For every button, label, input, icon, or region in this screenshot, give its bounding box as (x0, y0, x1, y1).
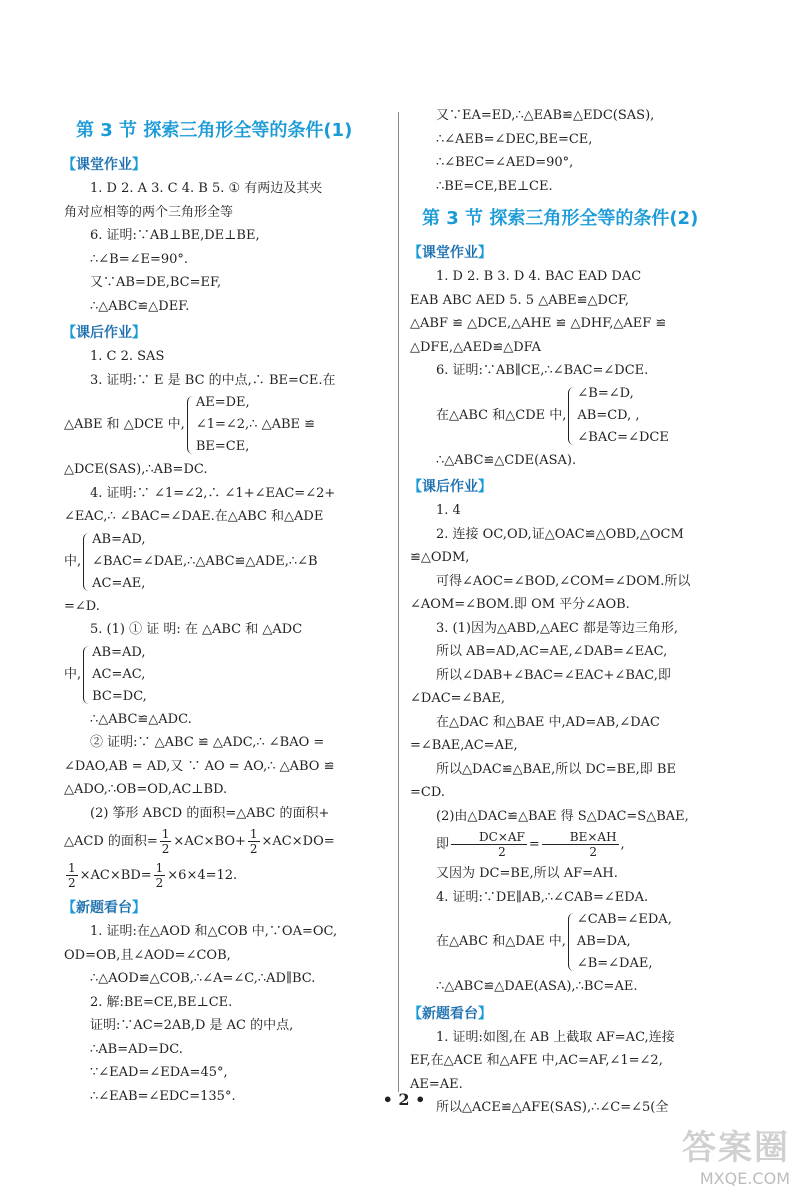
text-line: 1. 4 (436, 503, 461, 518)
text-line: 4. 证明:∵DE∥AB,∴∠CAB=∠EDA. (436, 889, 649, 905)
formula-line: $\frac{1}{2}$ ×AC×BD= $\frac{1}{2}$ ×6×4=12. (68, 861, 238, 890)
heading-classwork: 【课堂作业】 (62, 157, 146, 173)
text-line: 6. 证明:∵AB∥CE,∴∠BAC=∠DCE. (436, 363, 649, 378)
text-line: EAB ABC AED 5. 5 △ABE≌△DCF, (410, 292, 630, 308)
text-line: ∴∠BEC=∠AED=90°, (436, 155, 574, 170)
brace-system: △ABE 和 △DCE 中, AE=DE, ∠1=∠2,∴ △ABE ≌ BE=CE, (64, 395, 316, 454)
brace-icon (187, 396, 193, 454)
text-line: (2) 筝形 ABCD 的面积=△ABC 的面积+ (90, 805, 330, 821)
heading-homework: 【课后作业】 (62, 325, 146, 341)
text-line: ∴∠AEB=∠DEC,BE=CE, (436, 131, 593, 147)
text-line: 6. 证明:∵AB⊥BE,DE⊥BE, (90, 228, 260, 243)
text-line: 在△DAC 和△BAE 中,AD=AB,∠DAC (436, 714, 661, 730)
text-line: 所以△DAC≌△BAE,所以 DC=BE,即 BE (436, 761, 676, 777)
text-line: 所以∠DAB+∠BAC=∠EAC+∠BAC,即 (436, 667, 671, 683)
text-line: ∴∠EAB=∠EDC=135°. (90, 1088, 236, 1104)
section-title-1: 第 3 节 探索三角形全等的条件(1) (76, 120, 353, 141)
text-line: AE=AE. (410, 1076, 463, 1092)
fraction: $\frac{1}{2}$ (161, 827, 170, 856)
text-line: =∠BAE,AC=AE, (410, 738, 518, 753)
watermark (682, 1120, 790, 1188)
text-line: ∴∠B=∠E=90°. (90, 251, 189, 267)
text-line: OD=OB,且∠AOD=∠COB, (64, 947, 231, 963)
text-line: ∠DAO,AB = AD,又 ∵ AO = AO,∴ △ABO ≌ (64, 758, 335, 774)
heading-classwork: 【课堂作业】 (408, 245, 492, 261)
page-number: • 2 • (382, 1090, 426, 1109)
fraction: $\frac{1}{2}$ (249, 827, 258, 856)
text-line: ∴△AOD≌△COB,∴∠A=∠C,∴AD∥BC. (90, 971, 316, 986)
text-line: 角对应相等的两个三角形全等 (64, 204, 234, 220)
watermark-logo: 答案圈 (682, 1128, 790, 1168)
text-line: =CD. (410, 785, 445, 800)
text-line: ∠DAC=∠BAE, (410, 691, 505, 706)
left-column (64, 110, 390, 1108)
fraction: $\frac{1}{2}$ (68, 861, 76, 890)
text-line: 又因为 DC=BE,所以 AF=AH. (436, 866, 618, 881)
heading-new-problems: 【新题看台】 (408, 1005, 492, 1022)
text-line: 可得∠AOC=∠BOD,∠COM=∠DOM.所以 (436, 573, 691, 589)
text-line: 所以 AB=AD,AC=AE,∠DAB=∠EAC, (436, 644, 668, 659)
text-line: =∠D. (64, 598, 100, 614)
fraction: $\frac{1}{2}$ (155, 861, 164, 890)
right-column (410, 104, 740, 1120)
formula-line: 即 $\frac{DC\times AF}{2}$ = $\frac{BE\times AH}{2}$ , (436, 830, 625, 859)
fraction: $\frac{BE\times AH}{2}$ (542, 830, 619, 859)
text-line: 5. (1) ① 证 明: 在 △ABC 和 △ADC (90, 622, 303, 637)
text-line: 1. 证明:如图,在 AB 上截取 AF=AC,连接 (436, 1029, 675, 1045)
brace-icon (568, 387, 574, 445)
section-title-2: 第 3 节 探索三角形全等的条件(2) (422, 208, 699, 229)
text-line: △DFE,△AED≌△DFA (410, 339, 541, 355)
formula-line: △ACD 的面积= $\frac{1}{2}$ ×AC×BO+ $\frac{1}{2}$ ×AC×DO= (64, 827, 335, 856)
text-line: ∠EAC,∴ ∠BAC=∠DAE.在△ABC 和△ADE (64, 509, 324, 524)
text-line: ∴△ABC≌△DEF. (90, 298, 190, 314)
brace-system: 在△ABC 和△CDE 中, ∠B=∠D, AB=CD, , ∠BAC=∠DCE (436, 385, 669, 445)
text-line: 3. 证明:∵ E 是 BC 的中点,∴ BE=CE.在 (90, 372, 336, 388)
text-line: △DCE(SAS),∴AB=DC. (64, 462, 208, 477)
heading-new-problems: 【新题看台】 (62, 900, 146, 916)
fraction: $\frac{DC\times AF}{2}$ (451, 830, 527, 859)
text-line: 1. C 2. SAS (90, 349, 165, 364)
text-line: ≌△ODM, (410, 550, 470, 565)
brace-icon (83, 533, 89, 591)
text-line: 又∵EA=ED,∴△EAB≌△EDC(SAS), (436, 108, 655, 123)
brace-system: 中, AB=AD, ∠BAC=∠DAE,∴△ABC≌△ADE,∴∠B AC=AE, (64, 531, 318, 591)
text-line: 1. 证明:在△AOD 和△COB 中,∵OA=OC, (90, 924, 338, 939)
text-line: 4. 证明:∵ ∠1=∠2,∴ ∠1+∠EAC=∠2+ (90, 485, 336, 501)
heading-homework: 【课后作业】 (408, 479, 492, 495)
column-divider (398, 112, 399, 1092)
text-line: EF,在△ACE 和△AFE 中,AC=AF,∠1=∠2, (410, 1053, 663, 1068)
brace-system: 在△ABC 和△DAE 中, ∠CAB=∠EDA, AB=DA, ∠B=∠DAE, (436, 912, 672, 971)
text-line: 2. 解:BE=CE,BE⊥CE. (90, 994, 233, 1010)
brace-icon (568, 913, 574, 971)
text-line: ∴BE=CE,BE⊥CE. (436, 178, 553, 194)
text-line: 所以△ACE≌△AFE(SAS),∴∠C=∠5(全 (436, 1100, 669, 1115)
brace-icon (83, 646, 89, 704)
text-line: 1. D 2. B 3. D 4. BAC EAD DAC (436, 269, 642, 284)
text-line: ② 证明:∵ △ABC ≌ △ADC,∴ ∠BAO = (90, 735, 325, 750)
text-line: ∴AB=AD=DC. (90, 1041, 183, 1057)
text-line: 3. (1)因为△ABD,△AEC 都是等边三角形, (436, 620, 679, 636)
text-line: (2)由△DAC≌△BAE 得 S△DAC=S△BAE, (436, 808, 689, 824)
text-line: ∴△ABC≌△CDE(ASA). (436, 452, 577, 468)
text-line: 1. D 2. A 3. C 4. B 5. ① 有两边及其夹 (90, 181, 323, 196)
text-line: ∴△ABC≌△ADC. (90, 711, 192, 727)
text-line: △ABF ≌ △DCE,△AHE ≌ △DHF,△AEF ≌ (410, 316, 667, 331)
text-line: ∴△ABC≌△DAE(ASA),∴BC=AE. (436, 979, 638, 994)
text-line: 又∵AB=DE,BC=EF, (90, 275, 222, 290)
watermark-url: MXQE.COM (699, 1169, 790, 1188)
text-line: 证明:∵AC=2AB,D 是 AC 的中点, (90, 1018, 294, 1033)
text-line: 2. 连接 OC,OD,证△OAC≌△OBD,△OCM (436, 526, 684, 542)
text-line: ∠AOM=∠BOM.即 OM 平分∠AOB. (410, 597, 630, 612)
text-line: ∵∠EAD=∠EDA=45°, (90, 1065, 228, 1080)
text-line: △ADO,∴OB=OD,AC⊥BD. (64, 782, 228, 797)
brace-system: 中, AB=AD, AC=AC, BC=DC, (64, 644, 147, 704)
